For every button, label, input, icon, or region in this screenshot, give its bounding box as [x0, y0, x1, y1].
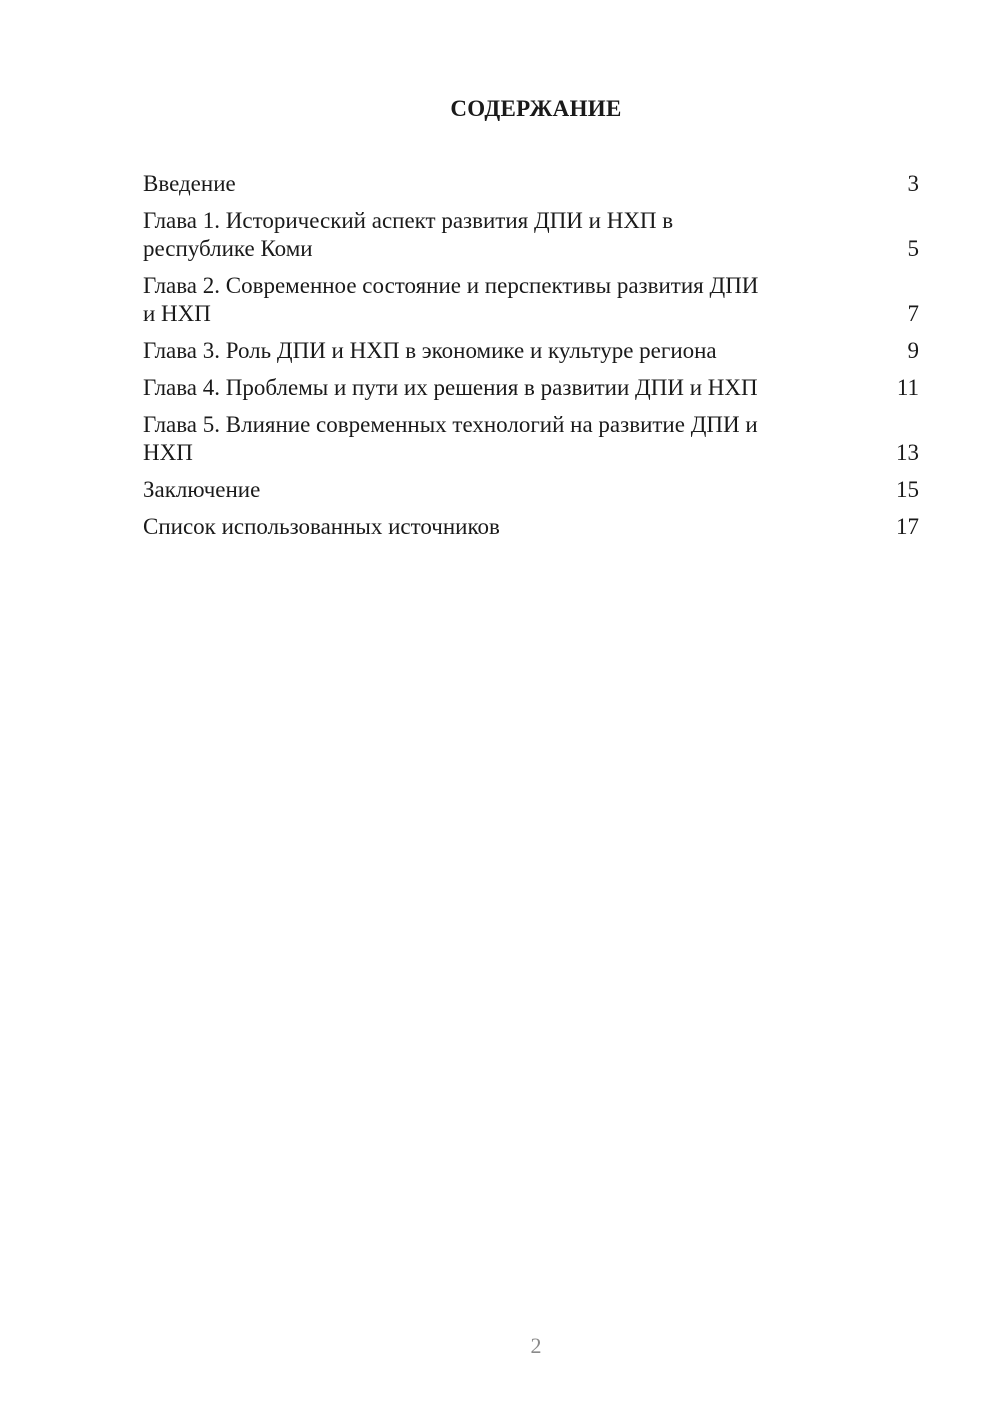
toc-entry-chapter-5 — [143, 411, 919, 467]
table-of-contents — [143, 170, 919, 550]
toc-entry-label: Глава 3. Роль ДПИ и НХП в экономике и культуре региона — [143, 338, 717, 363]
toc-entry-introduction — [143, 170, 919, 198]
page-title: СОДЕРЖАНИЕ — [450, 96, 622, 121]
toc-entry-page: 15 — [896, 477, 919, 502]
toc-entry-label: Глава 4. Проблемы и пути их решения в развитии ДПИ и НХП — [143, 375, 758, 400]
toc-entry-chapter-1 — [143, 207, 919, 263]
toc-entry-page: 5 — [907, 236, 919, 261]
toc-entry-references — [143, 513, 919, 541]
toc-entry-label: Глава 2. Современное состояние и перспективы развития ДПИ и НХП — [143, 273, 759, 326]
toc-entry-page: 7 — [907, 301, 919, 326]
toc-entry-label: Список использованных источников — [143, 514, 500, 539]
toc-entry-page: 13 — [896, 440, 919, 465]
toc-entry-label: Глава 5. Влияние современных технологий на развитие ДПИ и НХП — [143, 412, 758, 465]
toc-entry-page: 11 — [896, 375, 919, 400]
toc-entry-conclusion — [143, 476, 919, 504]
toc-entry-page: 17 — [896, 514, 919, 539]
toc-entry-label: Глава 1. Исторический аспект развития ДПИ и НХП в республике Коми — [143, 208, 674, 261]
toc-entry-page: 9 — [907, 338, 919, 363]
toc-entry-page: 3 — [907, 171, 919, 196]
page-number: 2 — [530, 1333, 542, 1358]
toc-entry-chapter-2 — [143, 272, 919, 328]
toc-entry-chapter-3 — [143, 337, 919, 365]
toc-entry-label: Введение — [143, 171, 236, 196]
toc-entry-label: Заключение — [143, 477, 261, 502]
toc-entry-chapter-4 — [143, 374, 919, 402]
